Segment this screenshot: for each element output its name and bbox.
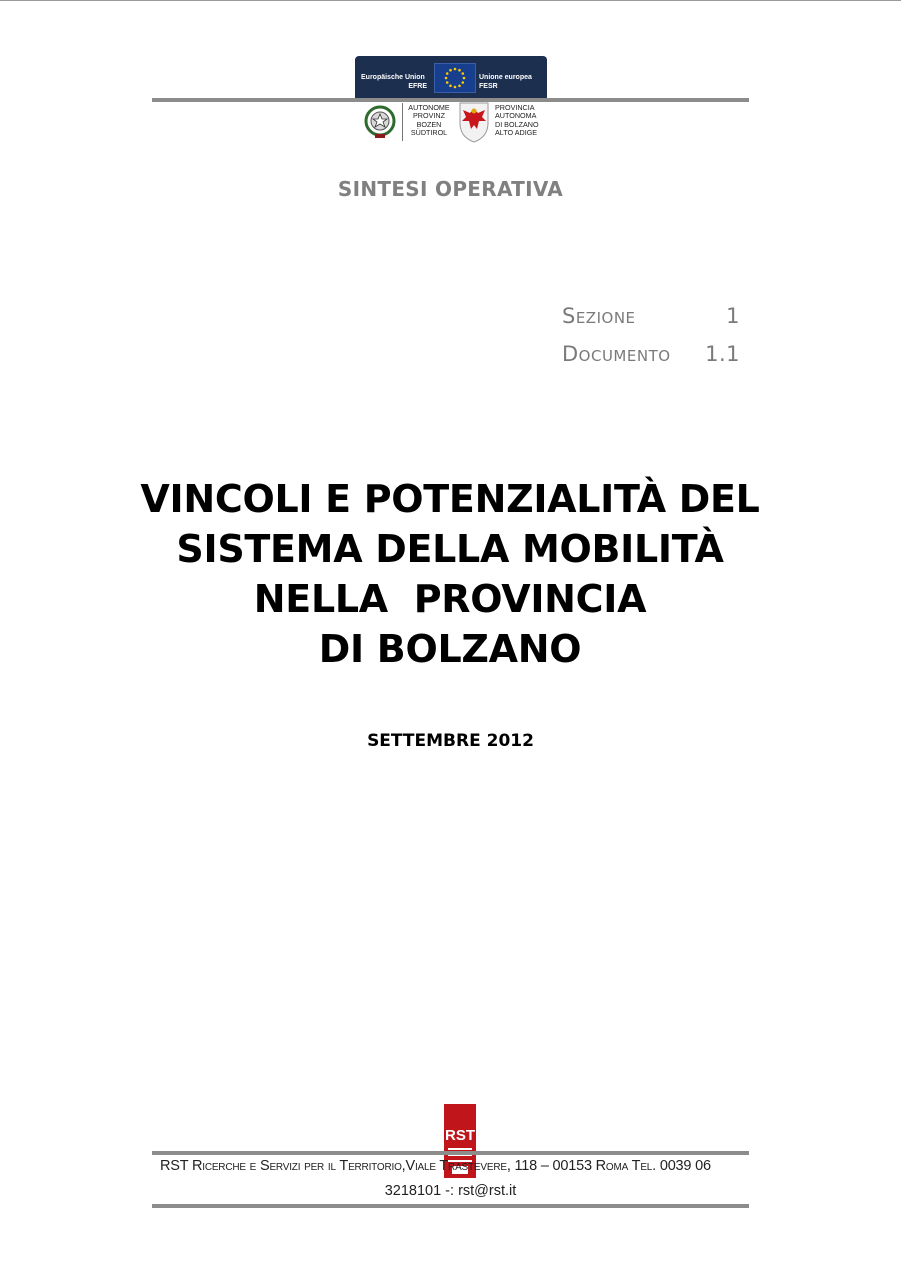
title-line: VINCOLI E POTENZIALITÀ DEL bbox=[140, 477, 760, 521]
eu-star bbox=[458, 69, 461, 72]
document-header: SINTESI OPERATIVA bbox=[337, 177, 564, 201]
italian-republic-emblem-icon bbox=[363, 103, 397, 141]
title-line: NELLA PROVINCIA bbox=[253, 577, 647, 621]
title-line: DI BOLZANO bbox=[318, 627, 582, 671]
section-label: Sezione bbox=[562, 304, 636, 328]
document-number-row bbox=[562, 342, 744, 370]
eu-star bbox=[454, 86, 457, 89]
eu-star bbox=[449, 84, 452, 87]
eu-label-it bbox=[479, 73, 545, 91]
footer-rule-top bbox=[152, 1151, 749, 1155]
eu-label-it-line1: Unione europea bbox=[479, 74, 532, 81]
document-date: SETTEMBRE 2012 bbox=[367, 731, 534, 751]
eu-star bbox=[446, 72, 449, 75]
eu-star bbox=[445, 77, 448, 80]
eu-star bbox=[454, 68, 457, 71]
province-de-line: SÜDTIROL bbox=[410, 127, 448, 137]
header-rule bbox=[152, 98, 749, 102]
eu-star bbox=[458, 84, 461, 87]
footer-rule-bottom bbox=[152, 1204, 749, 1208]
south-tyrol-eagle-emblem-icon bbox=[457, 101, 491, 143]
emblem-divider bbox=[402, 103, 403, 141]
rst-logo-text: RST bbox=[445, 1127, 475, 1144]
eu-flag-icon bbox=[434, 63, 476, 93]
province-it-line: AUTONOMA bbox=[495, 111, 537, 121]
eu-star bbox=[449, 69, 452, 72]
eu-label-it-line2: FESR bbox=[479, 83, 498, 90]
eu-label-de-line1: Europäische Union bbox=[361, 74, 425, 81]
footer-contact: 3218101 -: rst@rst.it bbox=[384, 1183, 517, 1199]
document-number-label: Documento bbox=[562, 342, 671, 366]
province-name-it bbox=[495, 104, 547, 137]
document-number-value: 1.1 bbox=[705, 342, 740, 366]
footer-address: RST Ricerche e Servizi per il Territorio,Viale Trastevere, 118 – 00153 Roma Tel. 0039 06 bbox=[160, 1158, 711, 1174]
eu-star bbox=[461, 81, 464, 84]
page-top-border bbox=[0, 0, 901, 1]
document-title bbox=[100, 474, 800, 674]
province-de-line: PROVINZ bbox=[413, 111, 445, 121]
province-de-line: AUTONOME bbox=[408, 103, 450, 112]
eu-star bbox=[463, 77, 466, 80]
section-row bbox=[562, 304, 744, 332]
eu-banner bbox=[355, 56, 547, 98]
eu-label-de bbox=[361, 73, 431, 91]
province-it-line: ALTO ADIGE bbox=[495, 127, 538, 137]
section-value: 1 bbox=[726, 304, 740, 328]
province-name-de bbox=[405, 104, 453, 137]
province-it-line: PROVINCIA bbox=[495, 103, 535, 112]
province-emblems bbox=[355, 101, 547, 144]
title-line: SISTEMA DELLA MOBILITÀ bbox=[176, 527, 724, 571]
eu-star bbox=[461, 72, 464, 75]
province-de-line: BOZEN bbox=[416, 119, 442, 129]
eu-label-de-line2: EFRE bbox=[408, 83, 427, 90]
eu-star bbox=[446, 81, 449, 84]
province-it-line: DI BOLZANO bbox=[495, 119, 539, 129]
